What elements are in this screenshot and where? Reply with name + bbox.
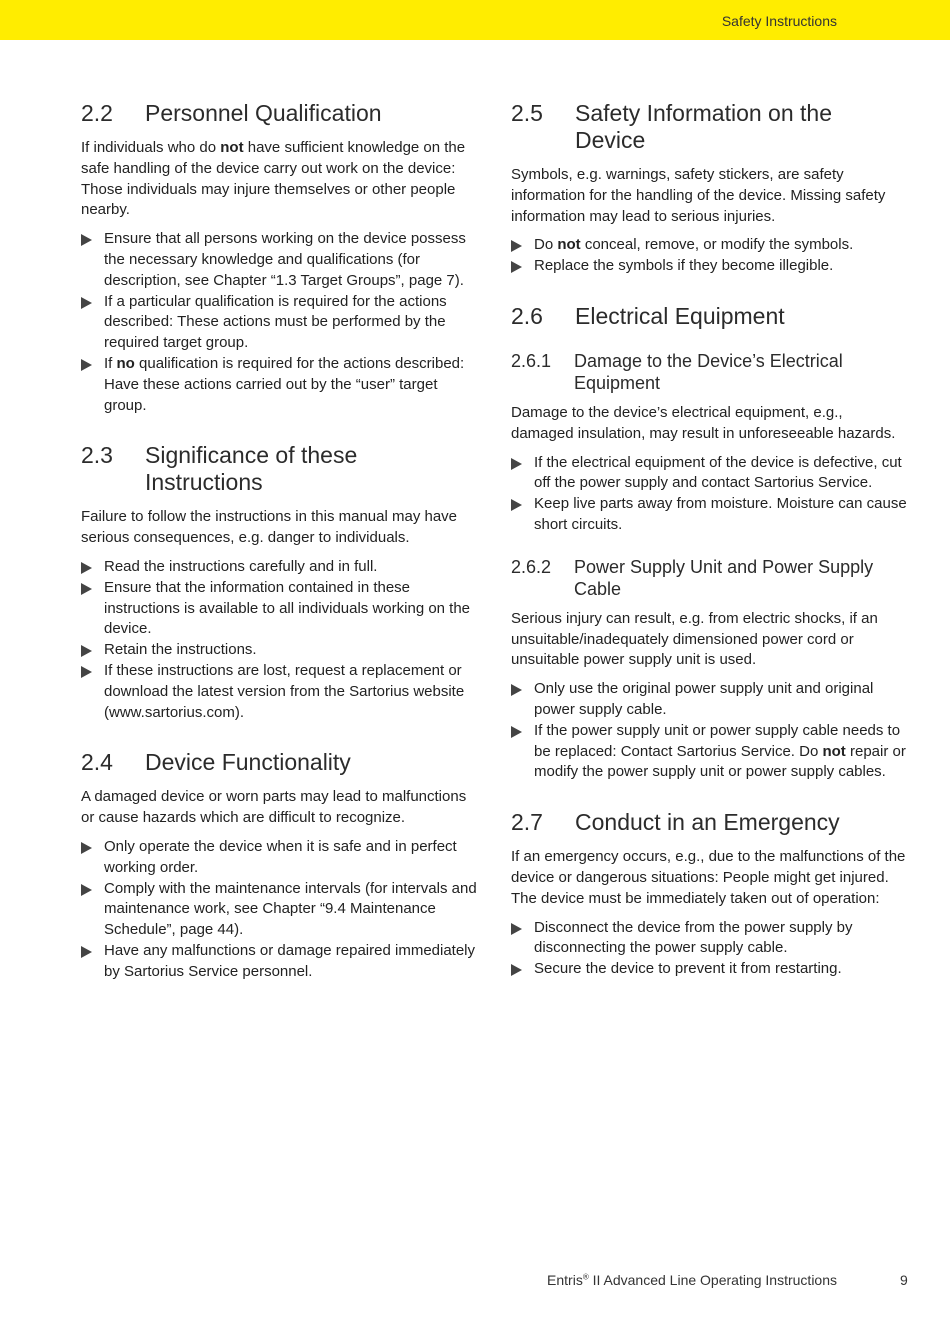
- section-title: Safety Information on the Device: [575, 100, 832, 153]
- list-item-text: If a particular qualification is required for the actions described: These actions must be performed by the required target group.: [104, 292, 447, 352]
- triangle-bullet-icon: [511, 499, 522, 511]
- list-item: [81, 941, 481, 983]
- footer-document-title: [547, 1272, 837, 1288]
- triangle-bullet-icon: [81, 562, 92, 574]
- text-run: have sufficient knowledge on the safe handling of the device carry out work on the device: Those individuals may injure themselves or other people nearby.: [81, 139, 466, 219]
- subsection-number: 2.6.1: [511, 350, 552, 371]
- list-item: [81, 229, 481, 291]
- subsection-number: 2.6.2: [511, 556, 552, 577]
- triangle-bullet-icon: [81, 884, 92, 896]
- list-item: [81, 557, 481, 578]
- subsection-heading: [511, 350, 907, 394]
- text-run: If: [104, 354, 117, 372]
- triangle-bullet-icon: [81, 234, 92, 246]
- text-run: conceal, remove, or modify the symbols.: [580, 236, 854, 254]
- bullet-list: [511, 235, 907, 277]
- section-intro: Serious injury can result, e.g. from electric shocks, if an unsuitable/inadequately dimensioned power cord or unsuitable power supply unit is used.: [511, 609, 878, 669]
- text-run: qualification is required for the actions described: Have these actions carried out by the “user” target group.: [104, 354, 465, 414]
- bullet-list: [511, 679, 907, 783]
- list-item: [81, 661, 481, 723]
- section-2-7: [511, 809, 907, 980]
- list-item-text: Read the instructions carefully and in full.: [104, 557, 378, 575]
- list-item-text: If these instructions are lost, request a replacement or download the latest version from the Sartorius website (www.sartorius.com).: [104, 661, 465, 721]
- section-heading: [81, 100, 481, 127]
- list-item: [511, 494, 907, 536]
- section-heading: [81, 749, 481, 776]
- right-column: [511, 100, 907, 980]
- section-intro: A damaged device or worn parts may lead to malfunctions or cause hazards which are difficult to recognize.: [81, 788, 467, 827]
- list-item-text: Secure the device to prevent it from restarting.: [534, 960, 842, 978]
- section-intro: Damage to the device’s electrical equipment, e.g., damaged insulation, may result in unforeseeable hazards.: [511, 403, 896, 442]
- list-item-text: Ensure that the information contained in these instructions is available to all individuals working on the device.: [104, 578, 471, 638]
- section-title: Conduct in an Emergency: [575, 809, 840, 836]
- triangle-bullet-icon: [511, 923, 522, 935]
- subsection-2-6-2: [511, 556, 907, 783]
- triangle-bullet-icon: [511, 240, 522, 252]
- text-run: If the power supply unit or power supply cable needs to be replaced: Contact Sartorius Service. Do: [534, 721, 901, 760]
- list-item: [81, 354, 481, 416]
- section-number: 2.4: [81, 749, 113, 776]
- list-item-text: Keep live parts away from moisture. Moisture can cause short circuits.: [534, 495, 907, 533]
- subsection-heading: [511, 556, 907, 600]
- section-heading: [511, 100, 907, 154]
- triangle-bullet-icon: [81, 583, 92, 595]
- emphasis-text: not: [220, 139, 244, 156]
- section-number: 2.3: [81, 442, 113, 469]
- list-item: [81, 640, 481, 661]
- section-number: 2.5: [511, 100, 543, 126]
- triangle-bullet-icon: [81, 666, 92, 678]
- bullet-list: [81, 557, 481, 723]
- registered-mark: ®: [582, 1272, 589, 1282]
- list-item-text: Replace the symbols if they become illegible.: [534, 257, 834, 275]
- list-item-text: Have any malfunctions or damage repaired immediately by Sartorius Service personnel.: [104, 941, 476, 980]
- section-2-3: [81, 442, 481, 723]
- emphasis-text: not: [557, 236, 581, 254]
- section-number: 2.6: [511, 302, 543, 329]
- subsection-title: Power Supply Unit and Power Supply Cable: [574, 556, 874, 599]
- section-number: 2.7: [511, 809, 543, 836]
- list-item: [511, 453, 907, 495]
- left-column: [81, 100, 481, 983]
- section-title: Device Functionality: [145, 749, 351, 776]
- section-intro: Symbols, e.g. warnings, safety stickers, are safety information for the handling of the device. Missing safety information may lead to serious injuries.: [511, 166, 886, 225]
- section-title: Personnel Qualification: [145, 100, 382, 126]
- section-2-2: [81, 100, 481, 416]
- triangle-bullet-icon: [511, 261, 522, 273]
- bullet-list: [81, 229, 481, 416]
- section-heading: [511, 303, 907, 330]
- section-intro: Failure to follow the instructions in this manual may have serious consequences, e.g. danger to individuals.: [81, 508, 458, 547]
- list-item: [511, 235, 907, 256]
- triangle-bullet-icon: [511, 964, 522, 976]
- list-item: [511, 256, 907, 277]
- text-run: Entris: [547, 1272, 583, 1288]
- triangle-bullet-icon: [511, 458, 522, 470]
- section-2-5: [511, 100, 907, 277]
- emphasis-text: no: [116, 354, 135, 372]
- list-item-text: Retain the instructions.: [104, 641, 257, 659]
- header-title: Safety Instructions: [721, 13, 837, 29]
- section-intro: [81, 138, 481, 221]
- triangle-bullet-icon: [81, 297, 92, 309]
- triangle-bullet-icon: [81, 645, 92, 657]
- list-item: [81, 292, 481, 354]
- list-item: [511, 679, 907, 721]
- bullet-list: [81, 837, 481, 983]
- list-item-text: If the electrical equipment of the device is defective, cut off the power supply and contact Sartorius Service.: [534, 453, 902, 492]
- section-number: 2.2: [81, 100, 113, 126]
- triangle-bullet-icon: [511, 684, 522, 696]
- list-item-text: Only use the original power supply unit and original power supply cable.: [534, 680, 874, 718]
- section-title: Significance of these Instructions: [145, 442, 358, 496]
- text-run: Do: [534, 236, 558, 254]
- list-item: [81, 837, 481, 879]
- subsection-2-6-1: [511, 350, 907, 536]
- list-item: [81, 578, 481, 640]
- list-item-text: Disconnect the device from the power supply by disconnecting the power supply cable.: [534, 918, 853, 957]
- subsection-title: Damage to the Device’s Electrical Equipment: [574, 350, 843, 393]
- triangle-bullet-icon: [81, 842, 92, 854]
- list-item: [511, 721, 907, 783]
- text-run: If individuals who do: [81, 139, 221, 156]
- list-item: [511, 918, 907, 960]
- section-heading: [81, 442, 481, 496]
- text-run: repair or modify the power supply unit or power supply cables.: [534, 742, 906, 781]
- section-heading: [511, 809, 907, 836]
- triangle-bullet-icon: [81, 946, 92, 958]
- section-title: Electrical Equipment: [575, 302, 785, 329]
- section-intro: If an emergency occurs, e.g., due to the malfunctions of the device or dangerous situations: People might get injured. The device must be immediately taken out of operation:: [511, 848, 906, 907]
- triangle-bullet-icon: [81, 359, 92, 371]
- triangle-bullet-icon: [511, 726, 522, 738]
- section-2-6: [511, 303, 907, 783]
- bullet-list: [511, 453, 907, 536]
- emphasis-text: not: [822, 742, 846, 760]
- list-item: [511, 959, 907, 980]
- page-number: 9: [900, 1272, 908, 1288]
- header-bar: [0, 0, 950, 40]
- bullet-list: [511, 918, 907, 980]
- list-item: [81, 879, 481, 941]
- list-item-text: Comply with the maintenance intervals (for intervals and maintenance work, see Chapter “9.4 Maintenance Schedule”, page 44).: [104, 879, 477, 939]
- section-2-4: [81, 749, 481, 982]
- list-item-text: Only operate the device when it is safe and in perfect working order.: [104, 837, 457, 876]
- text-run: II Advanced Line Operating Instructions: [588, 1272, 837, 1288]
- list-item-text: Ensure that all persons working on the device possess the necessary knowledge and qualifications (for description, see Chapter “1.3 Target Groups”, page 7).: [104, 230, 466, 289]
